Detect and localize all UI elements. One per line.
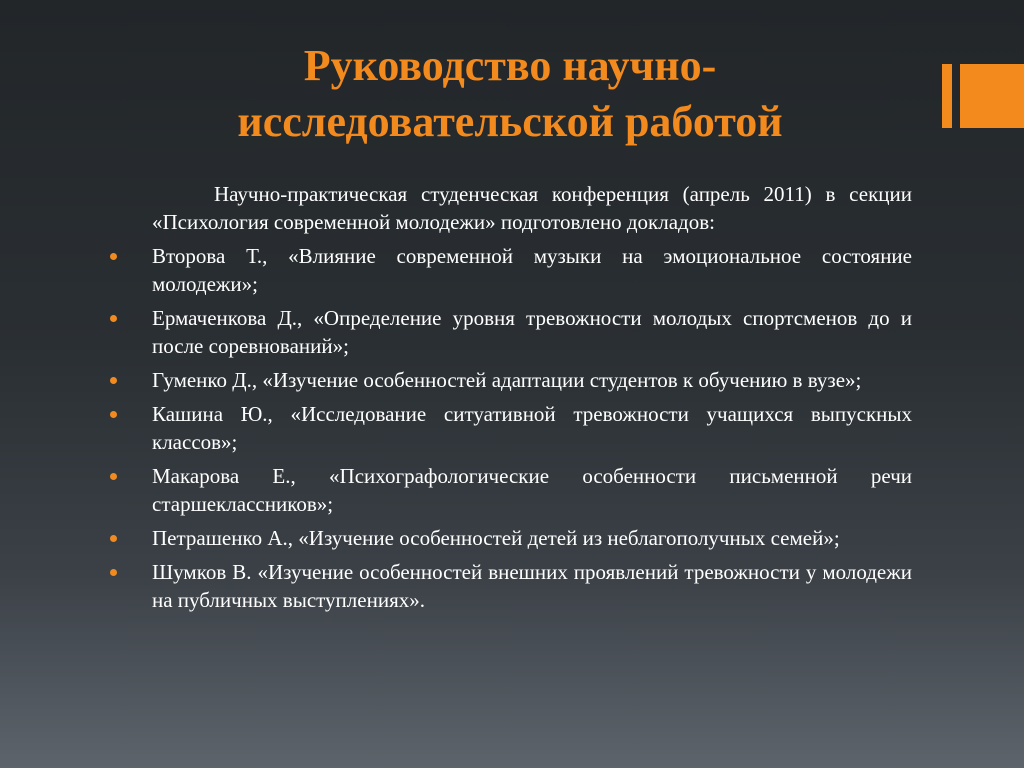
list-item-text: Второва Т., «Влияние современной музыки на эмоциональное состояние молодежи»; [152,244,912,296]
list-item-text: Кашина Ю., «Исследование ситуативной тревожности учащихся выпускных классов»; [152,402,912,454]
list-item [110,242,912,298]
report-list [110,242,912,614]
list-item-text: Петрашенко А., «Изучение особенностей детей из неблагополучных семей»; [152,526,840,550]
bullet-dot-icon [110,253,117,260]
list-item-text: Макарова Е., «Психографологические особенности письменной речи старшеклассников»; [152,464,912,516]
accent-bar-thin [942,64,952,128]
accent-bars-decoration [942,64,1024,128]
bullet-dot-icon [110,473,117,480]
list-item-text: Гуменко Д., «Изучение особенностей адаптации студентов к обучению в вузе»; [152,368,862,392]
list-item-text: Ермаченкова Д., «Определение уровня тревожности молодых спортсменов до и после соревнований»; [152,306,912,358]
list-item [110,558,912,614]
list-item [110,366,912,394]
accent-bar-thick [960,64,1024,128]
list-item [110,400,912,456]
bullet-dot-icon [110,569,117,576]
slide-title: Руководство научно-исследовательской работой [237,41,783,146]
list-item-text: Шумков В. «Изучение особенностей внешних проявлений тревожности у молодежи на публичных выступлениях». [152,560,912,612]
intro-paragraph: Научно-практическая студенческая конференция (апрель 2011) в секции «Психология современной молодежи» подготовлено докладов: [152,182,912,234]
list-item [110,462,912,518]
slide-body [110,180,912,620]
bullet-dot-icon [110,315,117,322]
bullet-dot-icon [110,535,117,542]
list-item [110,304,912,360]
list-item [110,524,912,552]
bullet-dot-icon [110,411,117,418]
bullet-dot-icon [110,377,117,384]
